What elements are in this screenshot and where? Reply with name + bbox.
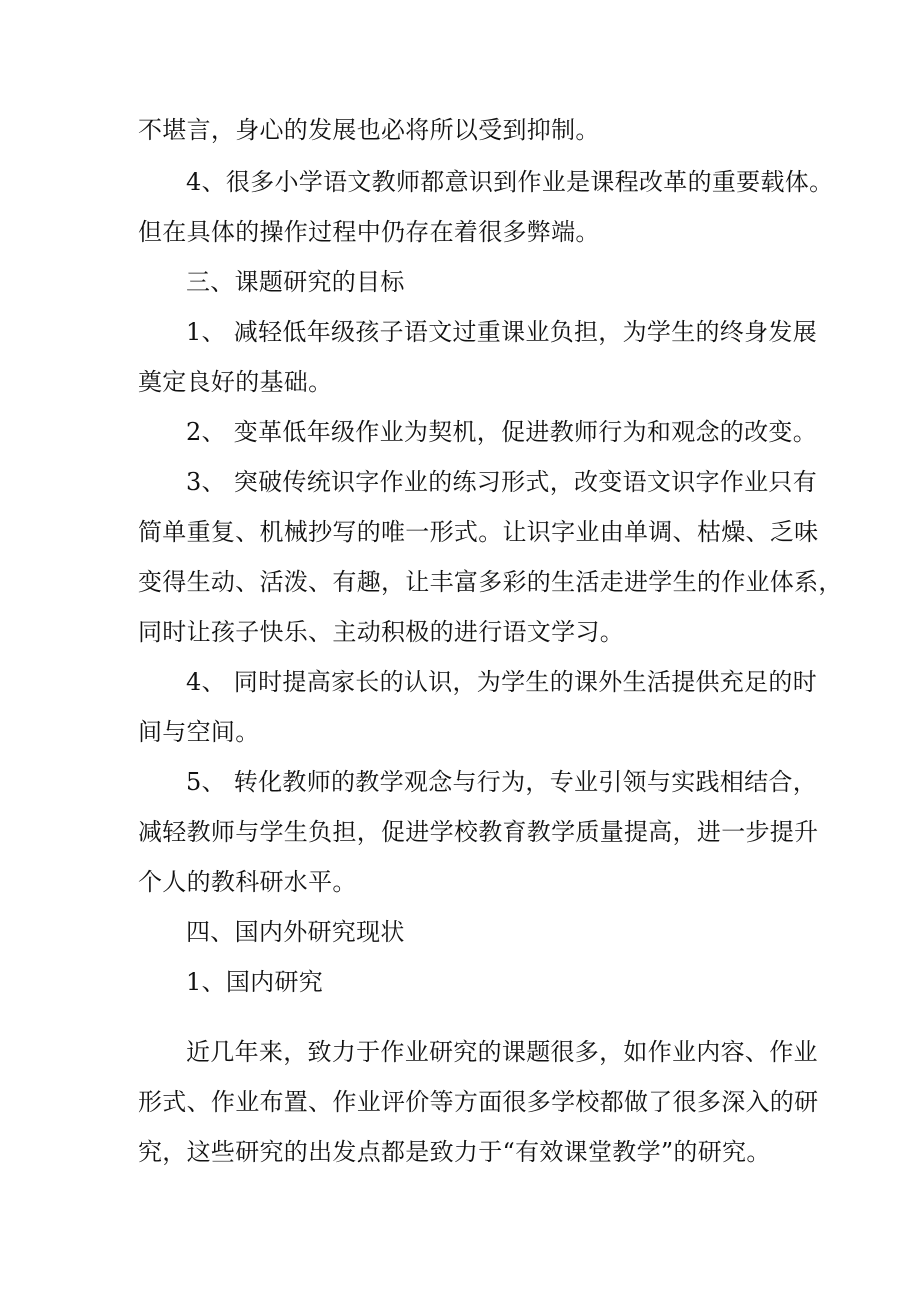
subsection-heading: 1、国内研究 (186, 968, 324, 996)
text-line: 究，这些研究的出发点都是致力于“有效课堂教学”的研究。 (138, 1138, 771, 1166)
text-line: 奠定良好的基础。 (138, 368, 333, 396)
section-heading: 四、国内外研究现状 (186, 918, 405, 946)
text-line: 简单重复、机械抄写的唯一形式。让识字业由单调、枯燥、乏味 (138, 518, 819, 546)
text-line: 间与空间。 (138, 718, 260, 746)
text-line: 4、 同时提高家长的认识，为学生的课外生活提供充足的时 (186, 668, 817, 696)
section-heading: 三、课题研究的目标 (186, 268, 405, 296)
text-line: 4、很多小学语文教师都意识到作业是课程改革的重要载体。 (186, 168, 834, 196)
text-line: 3、 突破传统识字作业的练习形式，改变语文识字作业只有 (186, 468, 817, 496)
text-line: 个人的教科研水平。 (138, 868, 357, 896)
text-line: 同时让孩子快乐、主动积极的进行语文学习。 (138, 618, 624, 646)
text-line: 但在具体的操作过程中仍存在着很多弊端。 (138, 218, 600, 246)
text-line: 不堪言，身心的发展也必将所以受到抑制。 (138, 116, 600, 144)
text-line: 2、 变革低年级作业为契机，促进教师行为和观念的改变。 (186, 418, 817, 446)
text-line: 减轻教师与学生负担，促进学校教育教学质量提高，进一步提升 (138, 818, 819, 846)
text-line: 5、 转化教师的教学观念与行为，专业引领与实践相结合， (186, 768, 817, 796)
text-line: 近几年来，致力于作业研究的课题很多，如作业内容、作业 (186, 1038, 818, 1066)
text-line: 形式、作业布置、作业评价等方面很多学校都做了很多深入的研 (138, 1088, 819, 1116)
text-line: 1、 减轻低年级孩子语文过重课业负担，为学生的终身发展 (186, 318, 817, 346)
text-line: 变得生动、活泼、有趣，让丰富多彩的生活走进学生的作业体系， (138, 568, 843, 596)
